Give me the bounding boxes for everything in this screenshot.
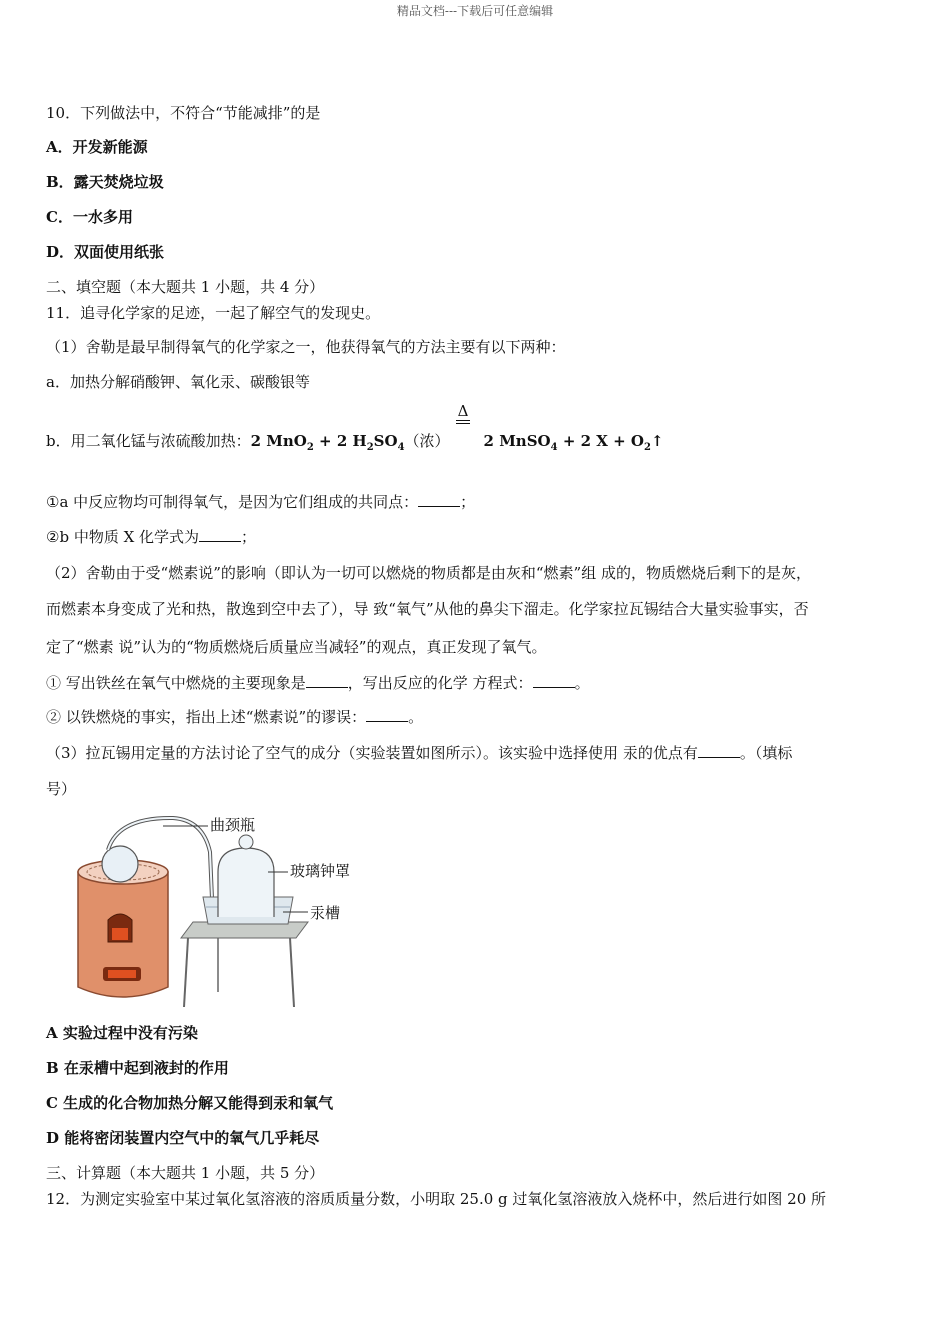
answer-blank[interactable] <box>306 674 348 688</box>
section-3-heading: 三、计算题（本大题共 1 小题，共 5 分） <box>46 1164 325 1182</box>
label-mercury-trough: 汞槽 <box>310 904 341 922</box>
q11-part3-cont: 号） <box>46 780 77 798</box>
q10-option-a: A．开发新能源 <box>46 138 148 156</box>
q11-option-c: C 生成的化合物加热分解又能得到汞和氧气 <box>46 1094 334 1112</box>
page-header: 精品文档---下载后可任意编辑 <box>396 4 554 18</box>
q10-option-c: C．一水多用 <box>46 208 133 226</box>
q11-part2-line1: （2）舍勒由于受“燃素说”的影响（即认为一切可以燃烧的物质都是由灰和“燃素”组 成的，物质燃烧后剩下的是灰， <box>46 564 811 582</box>
answer-blank[interactable] <box>418 493 460 507</box>
label-bell-jar: 玻璃钟罩 <box>290 862 351 880</box>
q12-stem: 12．为测定实验室中某过氧化氢溶液的溶质质量分数，小明取 25.0 g 过氧化氢溶液放入烧杯中，然后进行如图 20 所 <box>46 1190 827 1208</box>
q11-method-a: a．加热分解硝酸钾、氧化汞、碳酸银等 <box>46 373 310 391</box>
q11-part1: （1）舍勒是最早制得氧气的化学家之一，他获得氧气的方法主要有以下两种： <box>46 338 566 356</box>
q11-2-2: ② 以铁燃烧的事实，指出上述“燃素说”的谬误： 。 <box>46 708 424 726</box>
q11-option-d: D 能将密闭装置内空气中的氧气几乎耗尽 <box>46 1129 320 1147</box>
q10-stem: 10．下列做法中，不符合“节能减排”的是 <box>46 104 321 122</box>
label-retort-flask: 曲颈瓶 <box>210 816 256 834</box>
answer-blank[interactable] <box>199 528 241 542</box>
q11-part3: （3）拉瓦锡用定量的方法讨论了空气的成分（实验装置如图所示）。该实验中选择使用 汞的优点有 。（填标 <box>46 744 793 762</box>
answer-blank[interactable] <box>698 744 740 758</box>
answer-blank[interactable] <box>366 708 408 722</box>
q10-option-d: D．双面使用纸张 <box>46 243 165 261</box>
q11-part2-line3: 定了“燃素 说”认为的“物质燃烧后质量应当减轻”的观点，真正发现了氧气。 <box>46 638 547 656</box>
section-2-heading: 二、填空题（本大题共 1 小题，共 4 分） <box>46 278 325 296</box>
q11-part2-line2: 而燃素本身变成了光和热，散逸到空中去了），导 致“氧气”从他的鼻尖下溜走。化学家拉瓦锡结合大量实验事实，否 <box>46 600 809 618</box>
q11-method-b-equation: b．用二氧化锰与浓硫酸加热：2 MnO$_2$ + 2 $H_2SO_4$（浓） 2 MnSO$_4$ + 2 $X + O_2↑$ <box>46 432 664 453</box>
q11-option-a: A 实验过程中没有污染 <box>46 1024 198 1042</box>
apparatus-figure <box>68 812 368 1012</box>
q11-option-b: B 在汞槽中起到液封的作用 <box>46 1059 229 1077</box>
q10-option-b: B．露天焚烧垃圾 <box>46 173 164 191</box>
answer-blank[interactable] <box>533 674 575 688</box>
q11-1-2: ②b 中物质 X 化学式为 ； <box>46 528 257 546</box>
q11-stem: 11．追寻化学家的足迹，一起了解空气的发现史。 <box>46 304 381 322</box>
q11-1-1: ①a 中反应物均可制得氧气，是因为它们组成的共同点： ； <box>46 493 476 511</box>
q11-2-1: ① 写出铁丝在氧气中燃烧的主要现象是 ，写出反应的化学 方程式： 。 <box>46 674 590 692</box>
heating-symbol: Δ <box>456 404 470 424</box>
